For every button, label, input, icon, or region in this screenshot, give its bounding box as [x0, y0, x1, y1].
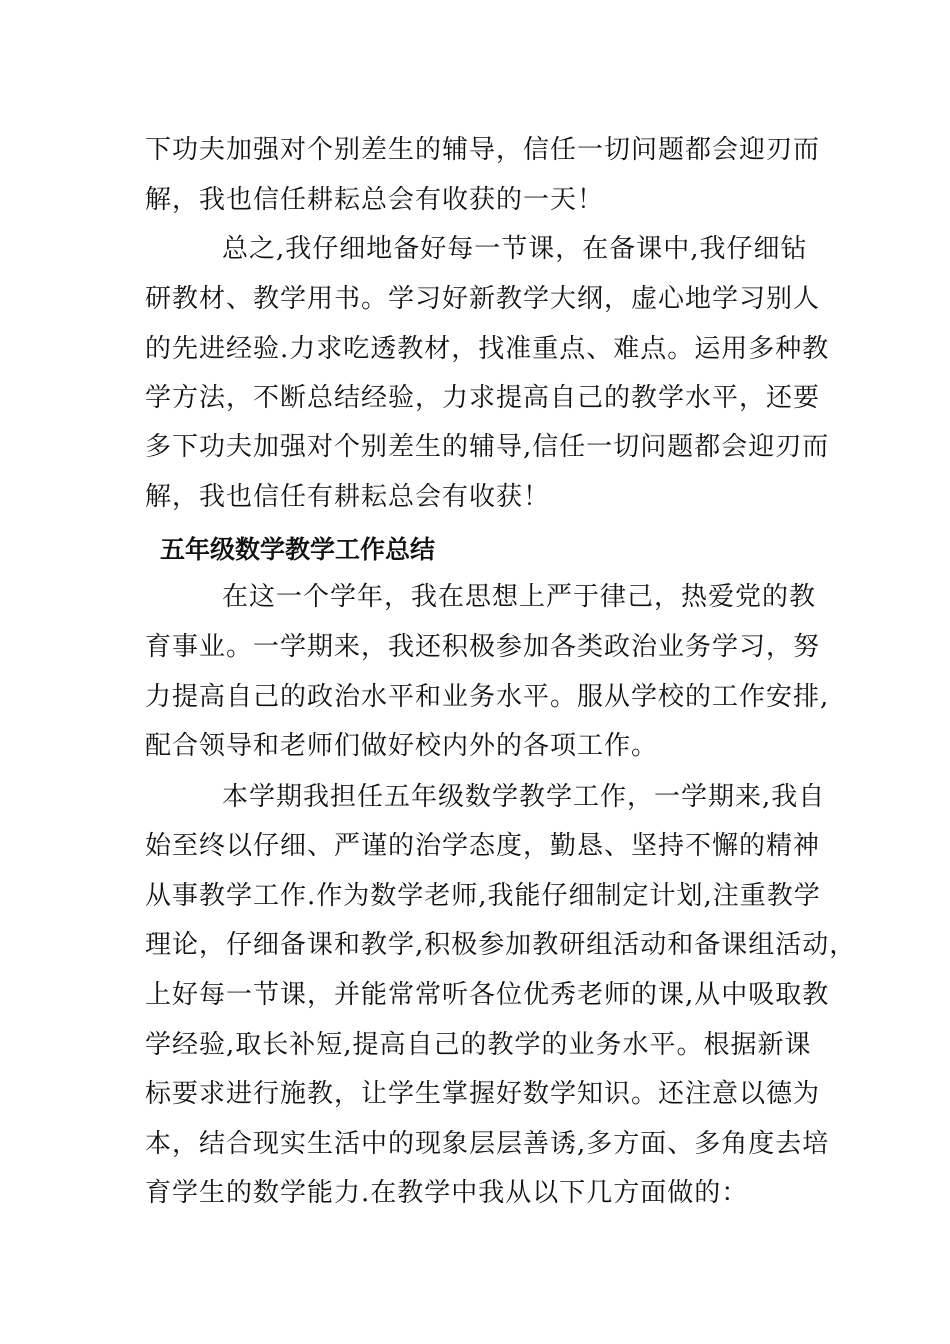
text-line: 研教材、教学用书。学习好新教学大纲，虚心地学习别人 [145, 284, 821, 314]
text-line: 学经验,取长补短,提高自己的教学的业务水平。根据新课 [145, 1030, 812, 1060]
text-line: 本，结合现实生活中的现象层层善诱,多方面、多角度去培 [145, 1129, 830, 1159]
text-line: 标要求进行施教，让学生掌握好数学知识。还注意以德为 [145, 1079, 821, 1109]
text-line: 下功夫加强对个别差生的辅导，信任一切问题都会迎刃而 [145, 135, 821, 165]
text-line: 理论，仔细备课和教学,积极参加教研组活动和备课组活动， [145, 930, 857, 960]
text-line: 学方法，不断总结经验，力求提高自己的教学水平，还要 [145, 383, 821, 413]
text-line: 育事业。一学期来，我还积极参加各类政治业务学习，努 [145, 632, 821, 662]
text-line: 从事教学工作.作为数学老师,我能仔细制定计划,注重教学 [145, 881, 821, 911]
text-line: 的先进经验.力求吃透教材，找准重点、难点。运用多种教 [145, 334, 830, 364]
paragraph-first-line: 总之,我仔细地备好每一节课，在备课中,我仔细钻 [222, 234, 808, 264]
text-line: 解，我也信任有耕耘总会有收获！ [145, 482, 551, 512]
text-line: 多下功夫加强对个别差生的辅导,信任一切问题都会迎刃而 [145, 432, 830, 462]
text-line: 始至终以仔细、严谨的治学态度，勤恳、坚持不懈的精神 [145, 831, 821, 861]
paragraph-first-line: 在这一个学年，我在思想上严于律己，热爱党的教 [222, 582, 817, 612]
paragraph-first-line: 本学期我担任五年级数学教学工作，一学期来,我自 [222, 782, 826, 812]
text-line: 育学生的数学能力.在教学中我从以下几方面做的： [145, 1178, 749, 1208]
text-line: 上好每一节课，并能常常听各位优秀老师的课,从中吸取教 [145, 980, 830, 1010]
text-line: 解，我也信任耕耘总会有收获的一天！ [145, 185, 605, 215]
text-line: 配合领导和老师们做好校内外的各项工作。 [145, 731, 659, 761]
text-line: 力提高自己的政治水平和业务水平。服从学校的工作安排, [145, 682, 830, 712]
section-title: 五年级数学教学工作总结 [160, 535, 436, 564]
